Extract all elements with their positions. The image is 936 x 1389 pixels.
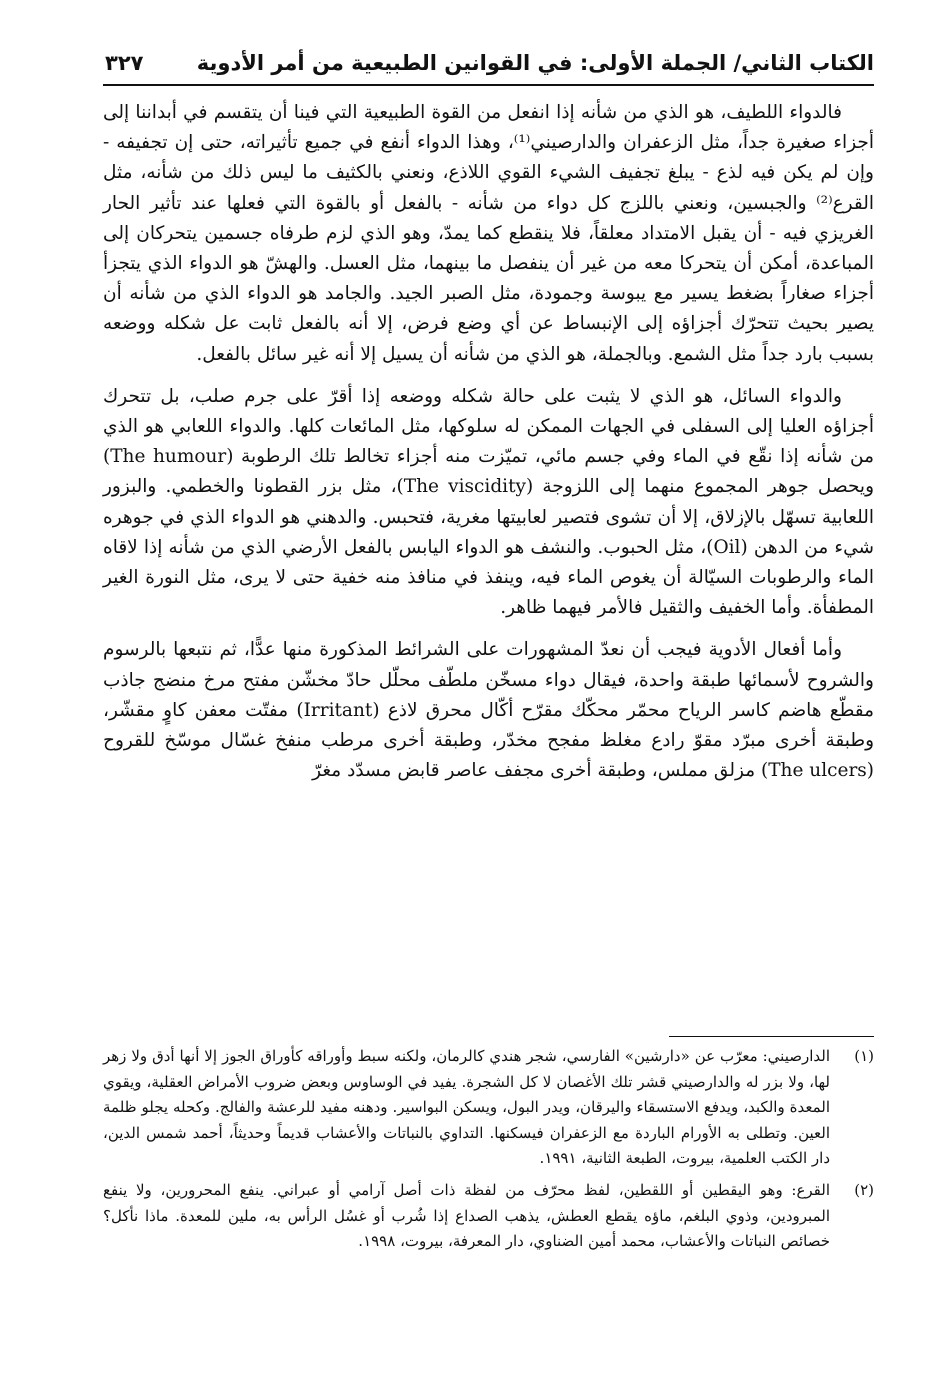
footnote-separator bbox=[669, 1036, 874, 1037]
footnote-text: الدارصيني: معرّب عن «دارشين» الفارسي، شجر هندي كالرمان، ولكنه سبط وأوراقه كأوراق الجوز إلا أنها أدق ولا زهر لها، ولا بزر له والدارصيني قشر تلك الأغصان لا كل الشجرة. يفيد في الوساوس وبعض ضروب الأمراض العقلية، ويقوي المعدة والكبد، ويدفع الاستسقاء واليرقان، ويدر البول، ويسكن البواسير. ودهنه مفيد للرعشة والفالج. وكحله يجلو ظلمة العين. وتطلى به الأورام الباردة مع الزعفران فيسكنها. التداوي بالنباتات والأعشاب قديماً وحديثاً، أحمد شمس الدين، دار الكتب العلمية، بيروت، الطبعة الثانية، ١٩٩١. bbox=[103, 1047, 831, 1168]
header-rule bbox=[103, 84, 874, 86]
footnote-number: (١) bbox=[854, 1047, 874, 1065]
running-head-title: الكتاب الثاني/ الجملة الأولى: في القوانين الطبيعية من أمر الأدوية bbox=[196, 51, 874, 75]
paragraph-latif: فالدواء اللطيف، هو الذي من شأنه إذا انفعل من القوة الطبيعية التي فينا أن يتقسم في أبداننا إلى أجزاء صغيرة جداً، مثل الزعفران والدارصيني⁽¹⁾، وهذا الدواء أنفع في جميع تأثيراته، حتى إن تجفيفه - وإن لم يكن فيه لذع - يبلغ تجفيف الشيء القوي اللاذع، ونعني بالكثيف ما ليس ذلك من شأنه، مثل القرع⁽²⁾ والجبسين، ونعني باللزج كل دواء من شأنه - بالفعل أو بالقوة التي فعلها عند تأثير الحار الغريزي فيه - أن يقبل الامتداد معلقاً، فلا ينقطع كما يمدّ، وهو الذي لزم طرفاه جسمين يتحركان إلى المباعدة، أمكن أن يتحركا معه من غير أن ينفصل ما بينهما، مثل العسل. والهشّ هو الدواء الذي يتجزأ أجزاء صغاراً بضغط يسير مع يبوسة وجمودة، مثل الصبر الجيد. والجامد هو الدواء الذي من شأنه أن يصير بحيث تتحرّك أجزاؤه إلى الإنبساط عن أي وضع فرض، إلا أنه بالفعل ثابت عل شكله ووضعه بسبب بارد جداً مثل الشمع. وبالجملة، هو الذي من شأنه أن يسيل إلا أنه غير سائل بالفعل. bbox=[103, 102, 874, 365]
paragraph-sail: والدواء السائل، هو الذي لا يثبت على حالة شكله ووضعه إذا أقرّ على جرم صلب، بل تتحرك أجزاؤه العليا إلى السفلى في الجهات الممكن له سلوكها، مثل المائعات كلها. والدواء اللعابي هو الذي من شأنه إذا نقّع في الماء وفي جسم مائي، تميّزت منه أجزاء تخالط تلك الرطوبة (The humour) ويحصل جوهر المجموع منهما إلى اللزوجة (The viscidity)، مثل بزر القطونا والخطمي. والبزور اللعابية تسهّل بالإزلاق، إلا أن تشوى فتصير لعابيتها مغرية، فتحبس. والدهني هو الدواء الذي في جوهره شيء من الدهن (Oil)، مثل الحبوب. والنشف هو الدواء اليابس بالفعل الأرضي الذي من شأنه إذا لاقاه الماء والرطوبات السيّالة أن يغوص الماء فيه، وينفذ في منافذ منه خفية حتى لا يرى، مثل النورة الغير المطفأة. وأما الخفيف والثقيل فالأمر فيهما ظاهر. bbox=[103, 385, 875, 619]
footnote-text: القرع: وهو اليقطين أو اللقطين، لفظ محرّف من لفظة ذات أصل آرامي أو عبراني. ينفع المحرورين، ولا ينفع المبرودين، وذوي البلغم، ماؤه يقطع العطش، يذهب الصداع إذا شُرب أو غسُل الرأس به، ملين للمعدة. ماذا نأكل؟ خصائص النباتات والأعشاب، محمد أمين الضناوي، دار المعرفة، بيروت، ١٩٩٨. bbox=[103, 1180, 830, 1251]
running-head bbox=[105, 38, 874, 78]
main-text bbox=[103, 98, 874, 798]
footnote-2 bbox=[103, 1178, 874, 1255]
footnote-1 bbox=[103, 1044, 874, 1172]
footnote-number: (٢) bbox=[854, 1180, 874, 1199]
page-number: ٣٢٧ bbox=[105, 51, 144, 75]
paragraph-afal: وأما أفعال الأدوية فيجب أن نعدّ المشهورات على الشرائط المذكورة منها عدًّا، ثم نتبعها بالرسوم والشروح لأسمائها طبقة واحدة، فيقال دواء مسخّن ملطّف محلّل حادّ مخشّن مفتح مرخ منضج جاذب مقطّع هاضم كاسر الرياح محمّر محكّك مقرّح أكّال محرق لاذع (Irritant) مفتّت معفن كاوٍ مقشّر، وطبقة أخرى مبرّد مقوّ رادع مغلظ مفجح مخدّر، وطبقة أخرى مرطب منفخ غسّال موسّخ للقروح (The ulcers) مزلق مملس، وطبقة أخرى مجفف عاصر قابض مسدّد مغرّ bbox=[103, 639, 875, 782]
footnotes bbox=[103, 1044, 874, 1261]
